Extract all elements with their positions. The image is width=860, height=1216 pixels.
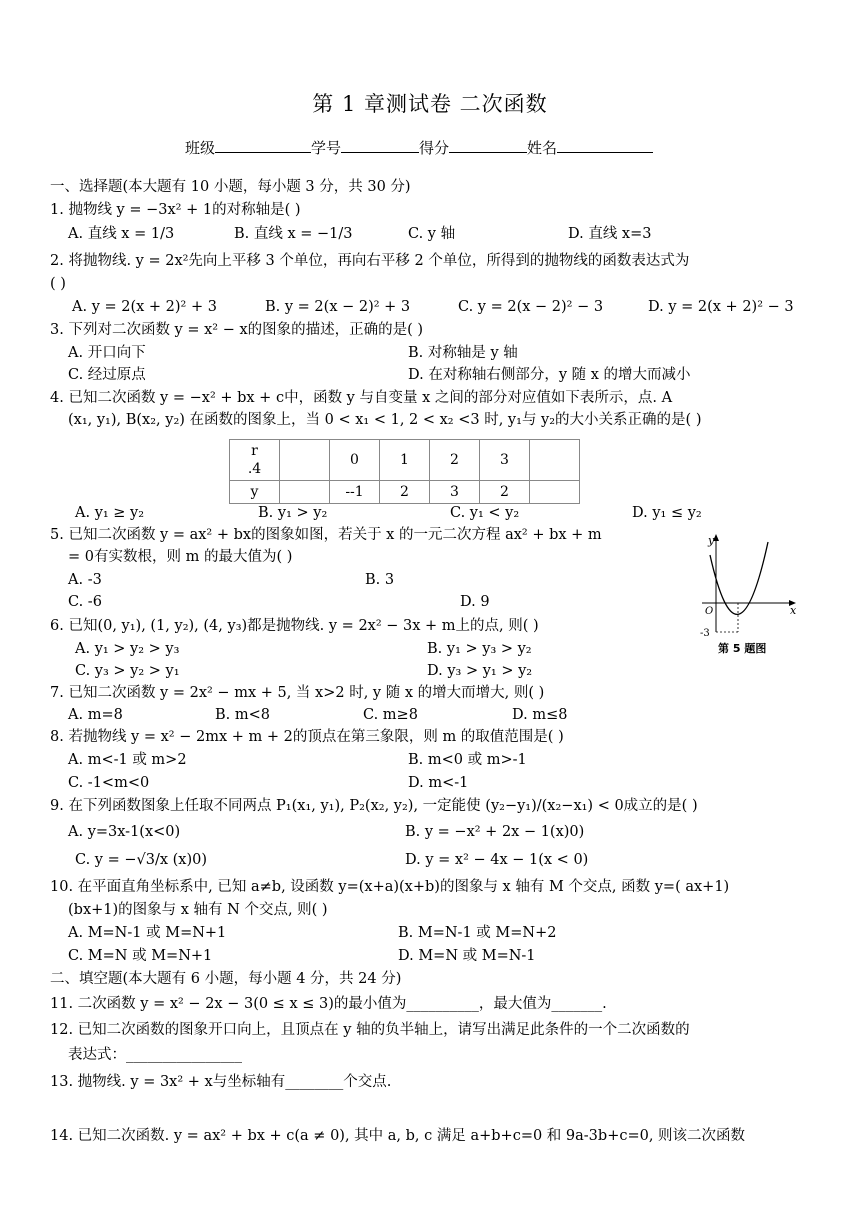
text-line: 2. 将抛物线. y = 2x²先向上平移 3 个单位，再向右平移 2 个单位，所得到的抛物线的函数表达式为: [50, 253, 690, 269]
origin-label: O: [705, 606, 714, 617]
text-line: C. -1<m<0: [68, 775, 150, 791]
text-line: C. y = −√3/x (x)0): [75, 852, 208, 868]
text-line: (bx+1)的图象与 x 轴有 N 个交点, 则( ): [68, 902, 328, 918]
text-line: D. y₁ ≤ y₂: [632, 505, 702, 521]
text-line: 8. 若抛物线 y = x² − 2mx + m + 2的顶点在第三象限，则 m 的取值范围是( ): [50, 729, 564, 745]
table-cell: y: [230, 481, 280, 504]
class-label: 班级: [185, 139, 216, 157]
text-line: D. 9: [460, 594, 490, 610]
text-line: D. m<-1: [408, 775, 469, 791]
text-line: 12. 已知二次函数的图象开口向上，且顶点在 y 轴的负半轴上，请写出满足此条件的一个二次函数的: [50, 1022, 690, 1038]
text-line: A. 开口向下: [68, 345, 146, 361]
text-line: 11. 二次函数 y = x² − 2x − 3(0 ≤ x ≤ 3)的最小值为__________，最大值为_______.: [50, 996, 607, 1012]
text-line: 7. 已知二次函数 y = 2x² − mx + 5, 当 x>2 时, y 随 x 的增大而增大, 则( ): [50, 685, 545, 701]
text-line: A. m<-1 或 m>2: [68, 752, 187, 768]
text-line: A. y₁ > y₂ > y₃: [75, 641, 180, 657]
student-info-line: [185, 137, 653, 158]
x-axis-label: x: [790, 604, 797, 617]
text-line: 6. 已知(0, y₁), (1, y₂), (4, y₃)都是抛物线. y = 2x² − 3x + m上的点, 则( ): [50, 618, 539, 634]
table-row: [230, 481, 580, 504]
parabola-curve: [710, 542, 768, 614]
table-cell: [530, 481, 580, 504]
text-line: D. y = 2(x + 2)² − 3: [648, 299, 794, 315]
table-cell: [280, 440, 330, 481]
text-line: B. m<0 或 m>-1: [408, 752, 527, 768]
text-line: C. M=N 或 M=N+1: [68, 948, 213, 964]
id-label: 学号: [311, 139, 342, 157]
text-line: 3. 下列对二次函数 y = x² − x的图象的描述，正确的是( ): [50, 322, 424, 338]
text-line: D. m≤8: [512, 707, 568, 723]
text-line: C. 经过原点: [68, 367, 146, 383]
table-cell: r .4: [230, 440, 280, 481]
text-line: D. 在对称轴右侧部分，y 随 x 的增大而减小: [408, 367, 691, 383]
text-line: C. y 轴: [408, 226, 456, 242]
text-line: ( ): [50, 276, 66, 292]
text-line: B. M=N-1 或 M=N+2: [398, 925, 557, 941]
text-line: B. y₁ > y₃ > y₂: [427, 641, 532, 657]
text-line: C. y₃ > y₂ > y₁: [75, 663, 180, 679]
text-line: (x₁, y₁), B(x₂, y₂) 在函数的图象上，当 0 < x₁ < 1, 2 < x₂ <3 时, y₁与 y₂的大小关系正确的是( ): [68, 412, 702, 428]
text-line: D. 直线 x=3: [568, 226, 652, 242]
text-line: A. -3: [68, 572, 102, 588]
text-line: B. y₁ > y₂: [258, 505, 328, 521]
text-line: D. M=N 或 M=N-1: [398, 948, 536, 964]
page-title: 第 1 章测试卷 二次函数: [312, 92, 548, 116]
text-line: B. 3: [365, 572, 395, 588]
table-cell: 1: [380, 440, 430, 481]
text-line: A. M=N-1 或 M=N+1: [68, 925, 227, 941]
table-cell: 2: [380, 481, 430, 504]
text-line: C. -6: [68, 594, 102, 610]
table-cell: --1: [330, 481, 380, 504]
text-line: = 0有实数根，则 m 的最大值为( ): [68, 549, 293, 565]
id-blank[interactable]: [341, 138, 419, 153]
score-blank[interactable]: [449, 138, 527, 153]
text-line: 13. 抛物线. y = 3x² + x与坐标轴有________个交点.: [50, 1074, 392, 1090]
text-line: C. y = 2(x − 2)² − 3: [458, 299, 604, 315]
table-cell: [530, 440, 580, 481]
text-line: A. y = 2(x + 2)² + 3: [72, 299, 217, 315]
text-line: B. m<8: [215, 707, 270, 723]
text-line: B. y = 2(x − 2)² + 3: [265, 299, 411, 315]
score-label: 得分: [419, 139, 450, 157]
text-line: 5. 已知二次函数 y = ax² + bx的图象如图，若关于 x 的一元二次方程 ax² + bx + m: [50, 527, 602, 543]
text-line: B. 对称轴是 y 轴: [408, 345, 518, 361]
text-line: D. y₃ > y₁ > y₂: [427, 663, 533, 679]
text-line: 1. 抛物线 y = −3x² + 1的对称轴是( ): [50, 202, 301, 218]
text-line: A. y=3x-1(x<0): [68, 824, 181, 840]
table-row: [230, 440, 580, 481]
text-line: 一、选择题(本大题有 10 小题，每小题 3 分，共 30 分): [50, 179, 411, 195]
table-cell: 2: [430, 440, 480, 481]
class-blank[interactable]: [215, 138, 311, 153]
table-cell: 3: [480, 440, 530, 481]
text-line: A. y₁ ≥ y₂: [75, 505, 145, 521]
table-cell: 2: [480, 481, 530, 504]
text-line: A. m=8: [68, 707, 123, 723]
table-cell: 3: [430, 481, 480, 504]
text-line: B. 直线 x = −1/3: [234, 226, 353, 242]
name-blank[interactable]: [557, 138, 653, 153]
text-line: B. y = −x² + 2x − 1(x)0): [405, 824, 585, 840]
y-axis-label: y: [708, 534, 715, 547]
text-line: A. 直线 x = 1/3: [68, 226, 175, 242]
text-line: 4. 已知二次函数 y = −x² + bx + c中，函数 y 与自变量 x 之间的部分对应值如下表所示，点. A: [50, 390, 673, 406]
text-line: C. y₁ < y₂: [450, 505, 520, 521]
graph-caption: 第 5 题图: [718, 642, 767, 655]
table-cell: [280, 481, 330, 504]
table-cell: 0: [330, 440, 380, 481]
parabola-graph: [700, 530, 800, 640]
text-line: 9. 在下列函数图象上任取不同两点 P₁(x₁, y₁), P₂(x₂, y₂), 一定能使 (y₂−y₁)/(x₂−x₁) < 0成立的是( ): [50, 798, 698, 814]
text-line: 14. 已知二次函数. y = ax² + bx + c(a ≠ 0), 其中 a, b, c 满足 a+b+c=0 和 9a-3b+c=0, 则该二次函数: [50, 1128, 746, 1144]
text-line: C. m≥8: [363, 707, 418, 723]
value-table: [229, 439, 580, 504]
text-line: 表达式：________________: [68, 1047, 242, 1063]
text-line: 10. 在平面直角坐标系中, 已知 a≠b, 设函数 y=(x+a)(x+b)的图象与 x 轴有 M 个交点, 函数 y=( ax+1): [50, 879, 730, 895]
text-line: 二、填空题(本大题有 6 小题，每小题 4 分，共 24 分): [50, 971, 402, 987]
name-label: 姓名: [527, 139, 558, 157]
min-value-label: -3: [700, 628, 710, 639]
text-line: D. y = x² − 4x − 1(x < 0): [405, 852, 589, 868]
